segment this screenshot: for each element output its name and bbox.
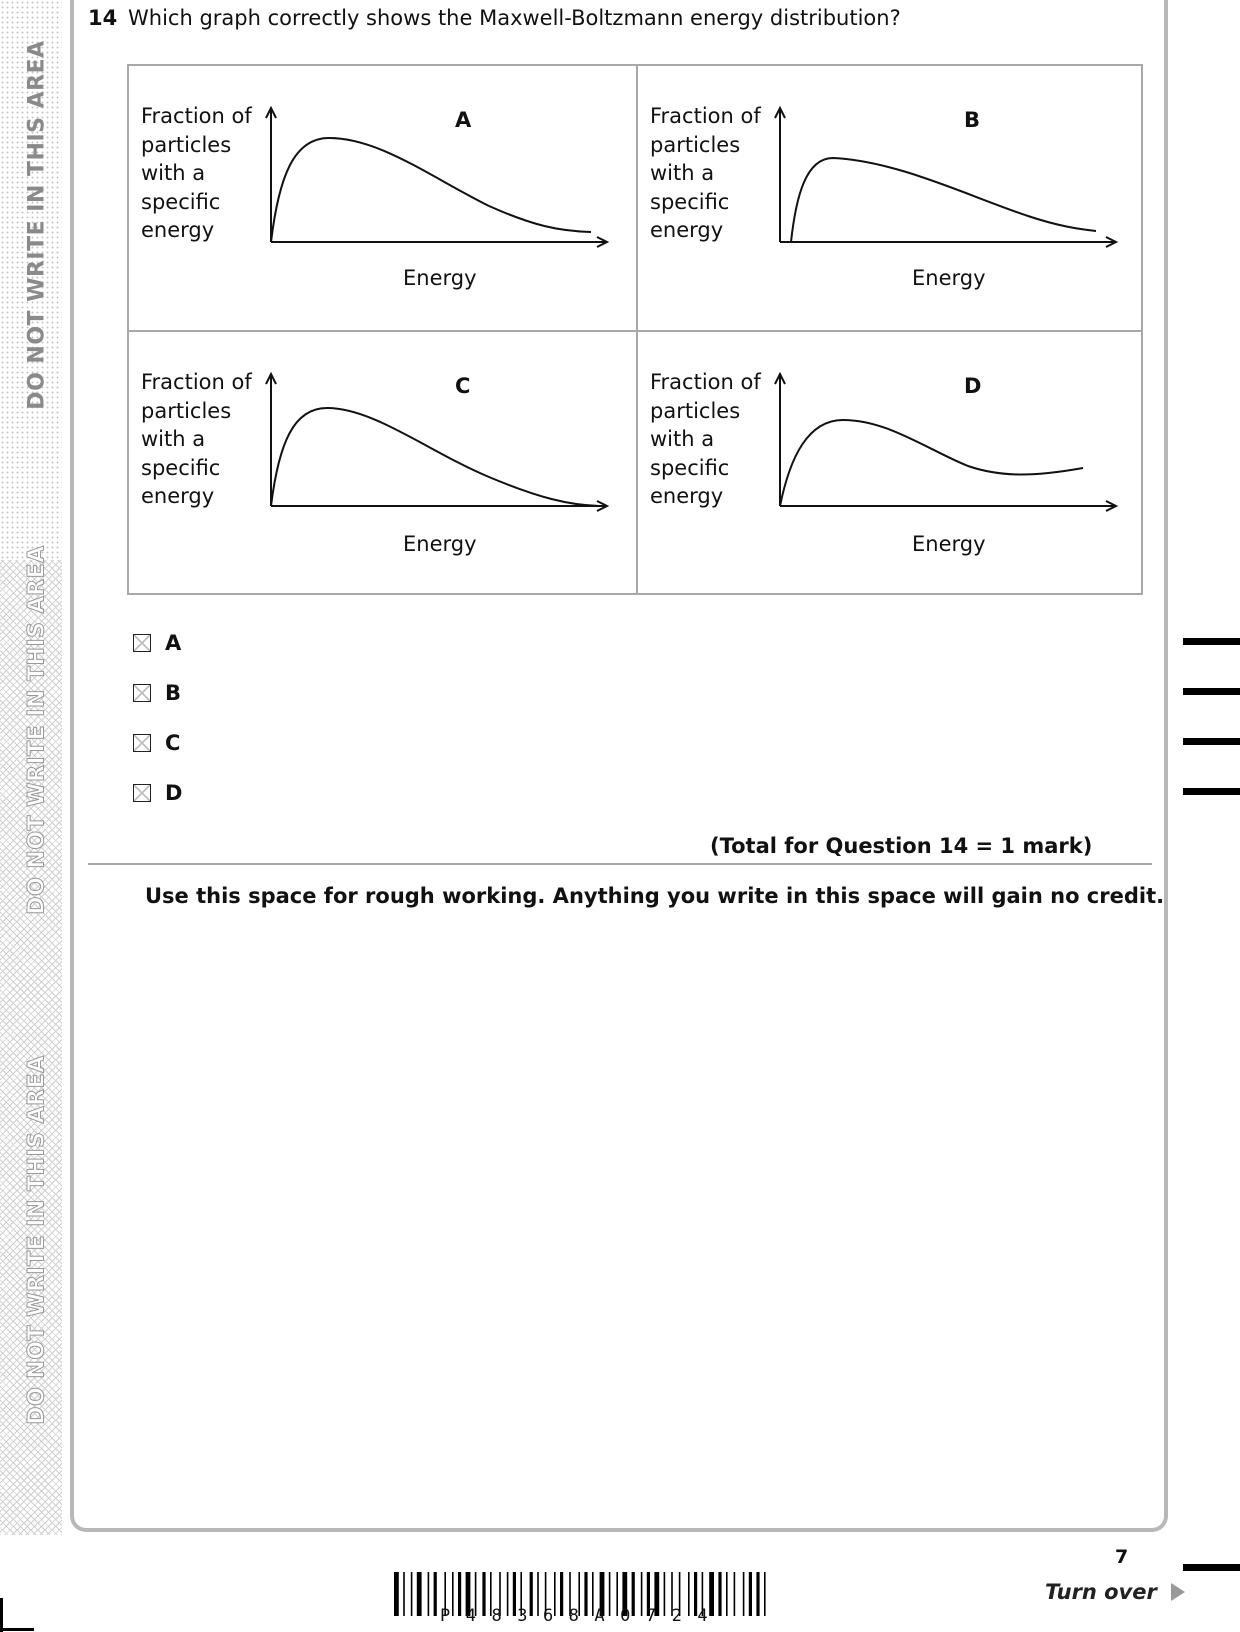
graph-panel-b bbox=[638, 66, 1145, 330]
question-number: 14 bbox=[88, 6, 118, 30]
graph-d-plot bbox=[638, 332, 1145, 596]
graph-grid bbox=[127, 64, 1143, 595]
corner-crop-mark-horizontal bbox=[0, 1628, 34, 1631]
graph-a-xlabel: Energy bbox=[403, 266, 477, 290]
graph-c-ylabel: Fraction of particles with a specific energy bbox=[141, 370, 252, 508]
option-b-checkbox[interactable] bbox=[133, 684, 151, 702]
graph-c-plot bbox=[129, 332, 636, 596]
barcode-number: P48368A0724 bbox=[440, 1606, 724, 1626]
option-b-label: B bbox=[165, 681, 182, 705]
graph-d-letter: D bbox=[964, 374, 982, 398]
graph-c-curve bbox=[271, 408, 599, 506]
graph-panel-a bbox=[129, 66, 636, 330]
option-c-label: C bbox=[165, 731, 181, 755]
edge-mark-2 bbox=[1183, 688, 1240, 695]
graph-panel-c bbox=[129, 332, 636, 596]
graph-b-letter: B bbox=[964, 108, 981, 132]
graph-a-ylabel: Fraction of particles with a specific energy bbox=[141, 104, 252, 242]
edge-mark-4 bbox=[1183, 788, 1240, 795]
margin-warning-bottom: DO NOT WRITE IN THIS AREA bbox=[24, 1055, 50, 1425]
margin-warning-middle: DO NOT WRITE IN THIS AREA bbox=[24, 545, 50, 915]
option-c[interactable] bbox=[133, 730, 180, 756]
graph-d-curve bbox=[780, 420, 1083, 506]
graph-d-ylabel: Fraction of particles with a specific energy bbox=[650, 370, 761, 508]
option-d-checkbox[interactable] bbox=[133, 784, 151, 802]
edge-mark-3 bbox=[1183, 738, 1240, 745]
corner-crop-mark-vertical bbox=[0, 1598, 3, 1632]
option-a-checkbox[interactable] bbox=[133, 634, 151, 652]
option-a[interactable] bbox=[133, 630, 181, 656]
graph-c-xlabel: Energy bbox=[403, 532, 477, 556]
graph-panel-d bbox=[638, 332, 1145, 596]
question-text: Which graph correctly shows the Maxwell-Boltzmann energy distribution? bbox=[128, 6, 901, 30]
turn-over-text: Turn over bbox=[1045, 1580, 1157, 1604]
graph-a-curve bbox=[271, 138, 591, 242]
graph-b-xlabel: Energy bbox=[912, 266, 986, 290]
graph-a-plot bbox=[129, 66, 636, 330]
graph-b-curve bbox=[791, 158, 1096, 242]
edge-mark-5 bbox=[1183, 1564, 1240, 1571]
section-rule bbox=[88, 863, 1152, 865]
graph-b-ylabel: Fraction of particles with a specific energy bbox=[650, 104, 761, 242]
graph-b-plot bbox=[638, 66, 1145, 330]
play-triangle-icon bbox=[1171, 1583, 1185, 1601]
option-d-label: D bbox=[165, 781, 183, 805]
option-c-checkbox[interactable] bbox=[133, 734, 151, 752]
graph-a-letter: A bbox=[455, 108, 472, 132]
rough-working-notice: Use this space for rough working. Anything you write in this space will gain no credit. bbox=[145, 884, 1165, 908]
option-a-label: A bbox=[165, 631, 182, 655]
margin-warning-top: DO NOT WRITE IN THIS AREA bbox=[24, 40, 50, 410]
turn-over-label bbox=[1045, 1580, 1185, 1604]
page-number: 7 bbox=[1115, 1546, 1129, 1568]
graph-c-letter: C bbox=[455, 374, 471, 398]
edge-mark-1 bbox=[1183, 638, 1240, 645]
option-d[interactable] bbox=[133, 780, 182, 806]
question-total-marks: (Total for Question 14 = 1 mark) bbox=[710, 834, 1093, 858]
graph-d-xlabel: Energy bbox=[912, 532, 986, 556]
option-b[interactable] bbox=[133, 680, 181, 706]
